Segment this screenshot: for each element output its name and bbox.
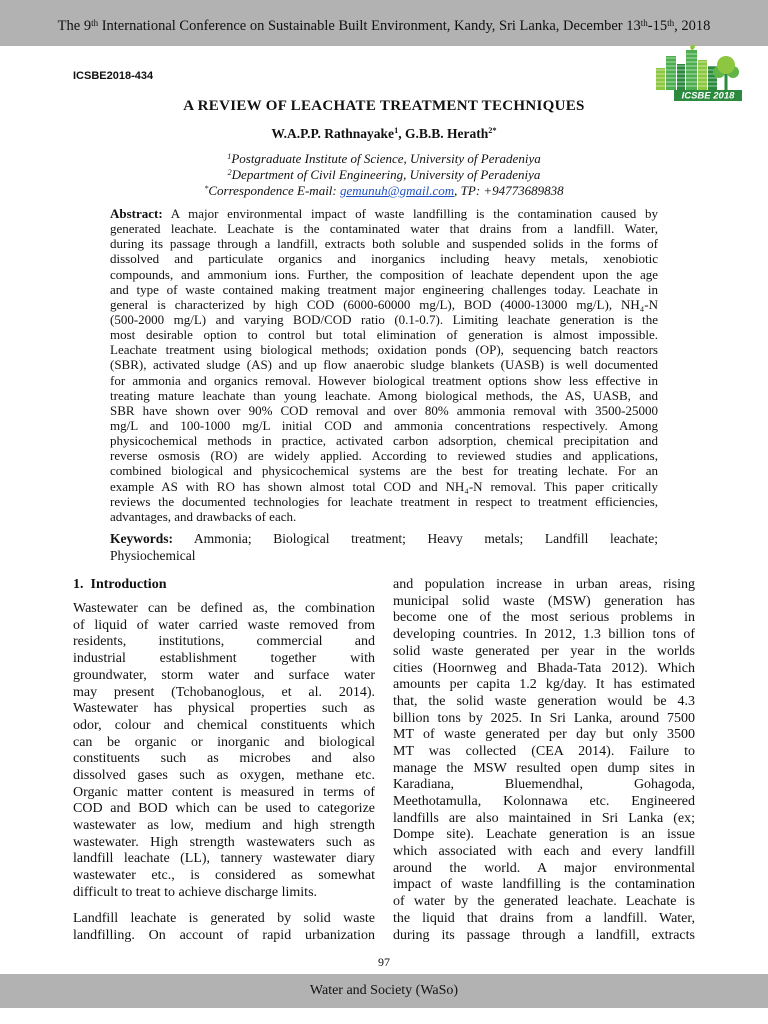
paper-title: A REVIEW OF LEACHATE TREATMENT TECHNIQUES (183, 98, 585, 114)
body-line-text: can be organic or inorganic and biological (73, 734, 375, 750)
body-line (393, 644, 695, 661)
abstract-line-text: dissolved and particulate organics and inorganics including heavy metals, xenobiotic (110, 251, 658, 267)
body-line (393, 911, 695, 928)
body-line (393, 694, 695, 711)
body-line-text: MT of waste generated per day but only 3500 (393, 727, 695, 743)
author-name: W.A.P.P. Rathnayake (271, 125, 395, 141)
body-line (393, 861, 695, 878)
section-number: 1. (73, 577, 84, 592)
keywords-line-text: Ammonia; Biological treatment; Heavy metals; Landfill leachate; (193, 531, 658, 546)
abstract-line-text: Leachate treatment using biological methods; oxidation ponds (OP), sequencing batch reactors (110, 342, 658, 358)
footer-text: Water and Society (WaSo) (309, 983, 459, 998)
body-line (393, 627, 695, 644)
logo-tree-foliage (717, 56, 735, 74)
abstract-line-text: (500-2000 mg/L) and varying BOD/COD ratio (0.1-0.7). Limiting leachate generation is the (110, 311, 658, 327)
body-line (73, 668, 375, 685)
author-affiliation-mark: 2* (488, 126, 497, 136)
header-superscript: th (91, 17, 99, 28)
body-line (73, 701, 375, 718)
logo-leaf (690, 45, 695, 50)
body-line-text: landfills are also maintained in Sri Lanka (ex; (393, 810, 695, 826)
abstract-line (110, 206, 658, 221)
header-superscript: th (667, 17, 675, 28)
keywords-label: Keywords: (110, 531, 173, 546)
logo-text: ICSBE 2018 (681, 90, 735, 102)
body-line (73, 851, 375, 868)
abstract-line (110, 373, 658, 388)
abstract-line-text: treating mature leachate than young leachate. Among biological methods, the AS, UASB, and (110, 387, 658, 403)
abstract-line-text: reviews the documented technologies for leachate treatment in respect to treatment efficiencies, (110, 493, 658, 509)
body-line-text: landfill leachate (LL), tannery wastewater diary (73, 851, 375, 867)
author-name: G.B.B. Herath (405, 125, 489, 141)
body-line-text: Dompe site). Leachate generation is an issue (393, 827, 695, 843)
abstract-line (110, 327, 658, 342)
body-line-text: solid waste generated per year in the worlds (393, 643, 695, 659)
body-line-text: billion tons by 2025. In Sri Lanka, around 7500 (393, 710, 695, 726)
conference-logo (648, 44, 744, 102)
body-line-text: cities (Hoornweg and Bhada-Tata 2012). Which (393, 660, 695, 676)
header-superscript: th (640, 17, 648, 28)
body-line (73, 911, 375, 928)
abstract-line (110, 448, 658, 463)
abstract-line (110, 342, 658, 357)
abstract-line (110, 433, 658, 448)
abstract (110, 206, 658, 524)
body-line (393, 777, 695, 794)
abstract-line (110, 509, 658, 524)
author-line (0, 125, 768, 143)
author-affiliation-mark: 1 (394, 126, 399, 136)
paper-code: ICSBE2018-434 (73, 70, 154, 82)
body-line-text: Meethotamulla, Kolonnawa etc. Engineered (393, 794, 695, 810)
body-line (73, 928, 375, 945)
body-line (393, 811, 695, 828)
body-line-text: wastewater etc., is considered as somewhat (73, 868, 375, 884)
body-line (73, 685, 375, 702)
abstract-line (110, 494, 658, 509)
body-line (393, 744, 695, 761)
body-line-text: impact of waste landfilling is the contamination (393, 877, 695, 893)
body-line (393, 794, 695, 811)
body-line (73, 718, 375, 735)
abstract-line (110, 267, 658, 282)
body-line (393, 661, 695, 678)
keywords-line (110, 530, 658, 547)
correspondence-line (0, 183, 768, 199)
body-line-text: difficult to treat to achieve discharge limits. (73, 884, 318, 900)
logo-building (656, 68, 665, 90)
abstract-line-text: combined biological and physicochemical systems are the best for treating lechate. For an (110, 463, 658, 479)
abstract-line (110, 312, 658, 327)
abstract-line (110, 297, 658, 312)
affiliation-line (0, 167, 768, 183)
body-line (73, 634, 375, 651)
abstract-line-text: mg/L and 100-1000 mg/L initial COD and ammonia concentrations respectively. Among (110, 417, 658, 433)
body-line-text: which associated with each and every landfill (393, 844, 695, 860)
body-line (73, 785, 375, 802)
abstract-line (110, 388, 658, 403)
body-line-text: MT was collected (CEA 2014). Failure to (393, 743, 695, 759)
body-line-text: that, the solid waste generation would be 4.3 (393, 693, 695, 709)
conference-header-bar (0, 0, 768, 46)
body-line (73, 885, 375, 902)
body-paragraph (73, 911, 375, 944)
abstract-line-text: during its passage through a landfill, extracts both soluble and suspended solids in the forms of (110, 236, 658, 252)
body-line (393, 610, 695, 627)
abstract-line (110, 282, 658, 297)
body-line (393, 677, 695, 694)
correspondence-label: Correspondence E-mail: (208, 183, 341, 198)
body-paragraph (73, 601, 375, 901)
header-text-part: , 2018 (674, 18, 711, 35)
body-line (393, 928, 695, 945)
body-line-text: around the world. A major environmental (393, 860, 695, 876)
conference-header-text (0, 17, 768, 35)
abstract-line (110, 357, 658, 372)
affiliation-text: Department of Civil Engineering, University of Peradeniya (231, 167, 541, 182)
keywords-line-text: Physiochemical (110, 548, 196, 563)
body-line-text: wastewater as low, medium and high strength (73, 818, 375, 834)
logo-tree-trunk (725, 74, 728, 90)
body-line (393, 577, 695, 594)
body-line-text: and population increase in urban areas, rising (393, 577, 695, 593)
section-heading (73, 577, 166, 594)
body-line (73, 835, 375, 852)
abstract-line-text: SBR have shown over 90% COD removal and over 80% ammonia removal with 3500-25000 (110, 402, 658, 418)
header-text-part: -15 (647, 18, 668, 35)
body-line-text: wastewater. High strength wastewaters such as (73, 834, 375, 850)
author-separator: , (398, 125, 405, 141)
body-line-text: of water by the generated leachate. Leachate is (393, 894, 695, 910)
body-line-text: Organic matter content is measured in terms of (73, 784, 375, 800)
abstract-line-text: compounds, and ammonium ions. Further, the composition of leachate dependent upon the age (110, 266, 658, 282)
logo-building (666, 56, 676, 90)
abstract-line-text: advantages, and drawbacks of each. (110, 508, 297, 524)
correspondence-mark: * (204, 183, 209, 193)
body-line-text: amounts per capita 1.2 kg/day. It has estimated (393, 677, 695, 693)
body-line-text: of liquid of water carried waste removed from (73, 617, 375, 633)
body-line (73, 601, 375, 618)
body-line-text: landfilling. On account of rapid urbanization (73, 927, 375, 943)
body-line-text: during its passage through a landfill, extracts (393, 927, 695, 943)
affiliation-mark: 2 (227, 167, 232, 177)
body-line-text: residents, institutions, commercial and (73, 634, 375, 650)
body-line (393, 711, 695, 728)
body-line-text: industrial establishment together with (73, 651, 375, 667)
body-line (393, 894, 695, 911)
affiliation-mark: 1 (227, 151, 232, 161)
abstract-label: Abstract: (110, 206, 163, 221)
body-line (393, 877, 695, 894)
abstract-line-text: physicochemical methods in practice, activated carbon adsorption, chemical precipitation and (110, 433, 658, 449)
body-line-text: constituents such as microbes and also (73, 751, 375, 767)
body-line (73, 735, 375, 752)
body-line-text: municipal solid waste (MSW) generation has (393, 593, 695, 609)
abstract-line-text: generated leachate. Leachate is the contaminated water that drains from a landfill. Water, (110, 221, 658, 237)
body-line (73, 868, 375, 885)
abstract-line (110, 403, 658, 418)
body-line-text: manage the MSW resulted open dump sites in (393, 760, 695, 776)
affiliation-text: Postgraduate Institute of Science, University of Peradeniya (231, 151, 541, 166)
abstract-line-text: A major environmental impact of waste landfilling is the contamination caused by (170, 206, 658, 221)
body-line (73, 651, 375, 668)
page-number: 97 (378, 955, 390, 969)
body-line-text: odor, colour and chemical constituents which (73, 717, 375, 733)
abstract-line (110, 463, 658, 478)
body-line-text: COD and BOD which can be used to categorize (73, 801, 375, 817)
body-line-text: the liquid that drains from a landfill. Water, (393, 910, 695, 926)
body-line (393, 594, 695, 611)
body-line-text: Karadiana, Bluemendhal, Gohagoda, (393, 777, 695, 793)
abstract-line-text: most desirable option to control but total elimination of generation is almost impossible. (110, 327, 658, 343)
affiliations (0, 151, 768, 199)
abstract-line-text: example AS with RO has shown almost total COD and NH₄-N removal. This paper critically (110, 478, 658, 494)
body-line (73, 768, 375, 785)
abstract-line-text: for ammonia and organics removal. However biological treatment options show less effective in (110, 372, 658, 388)
email-link[interactable]: gemunuh@gmail.com (340, 183, 455, 198)
body-line (393, 727, 695, 744)
abstract-line-text: general is characterized by high COD (6000-60000 mg/L), BOD (4000-13000 mg/L), NH₄-N (110, 296, 658, 312)
body-line (73, 751, 375, 768)
keywords (110, 530, 658, 564)
body-paragraph (393, 577, 695, 944)
abstract-line-text: (SBR), activated sludge (AS) and up flow anaerobic sludge blankets (UASB) is well documented (110, 357, 658, 373)
header-text-part: The 9 (57, 18, 92, 35)
header-text-part: International Conference on Sustainable Built Environment, Kandy, Sri Lanka, December 13 (98, 18, 641, 35)
body-line (393, 827, 695, 844)
footer-bar (0, 974, 768, 1008)
section-title: Introduction (90, 577, 167, 592)
affiliation-line (0, 151, 768, 167)
abstract-line (110, 236, 658, 251)
abstract-line (110, 479, 658, 494)
abstract-line (110, 251, 658, 266)
body-line (393, 844, 695, 861)
keywords-line (110, 547, 658, 564)
body-line (73, 618, 375, 635)
body-line-text: may present (Tchobanoglous, et al. 2014). (73, 684, 375, 700)
abstract-line-text: and type of waste contained making treatment major engineering challenges today. Leachate in (110, 281, 658, 297)
body-line (73, 818, 375, 835)
body-line-text: become one of the most serious problems in (393, 610, 695, 626)
body-line-text: dissolved gases such as oxygen, methane etc. (73, 767, 375, 783)
body-line (73, 801, 375, 818)
body-line-text: Wastewater has physical properties such as (73, 701, 375, 717)
body-line-text: developing countries. In 2012, 1.3 billion tons of (393, 627, 695, 643)
abstract-line (110, 418, 658, 433)
body-line (393, 761, 695, 778)
body-line-text: groundwater, storm water and surface water (73, 667, 375, 683)
body-line-text: Landfill leachate is generated by solid waste (73, 911, 375, 927)
body-line-text: Wastewater can be defined as, the combination (73, 601, 375, 617)
abstract-line-text: reverse osmosis (RO) are widely applied. According to reviewed studies and applications, (110, 448, 658, 464)
abstract-line (110, 221, 658, 236)
phone-number: , TP: +94773689838 (454, 183, 564, 198)
